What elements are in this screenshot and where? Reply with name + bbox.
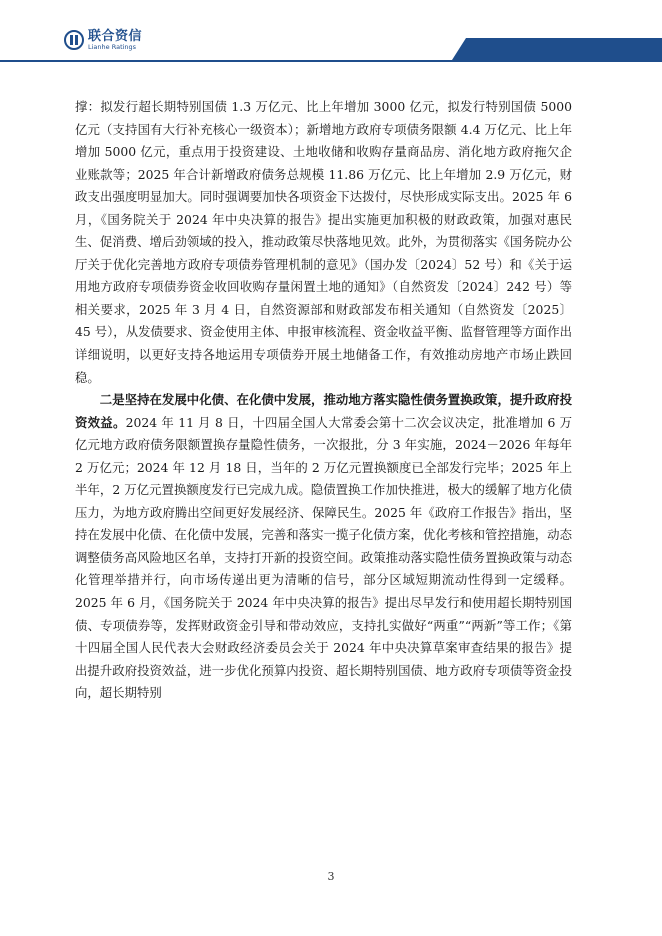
paragraph-lead-heading: 二是坚持在发展中化债、在化债中发展，推动地方落实隐性债务置换政策，提升政府投资效益。 — [75, 392, 572, 430]
paragraph-body-text: 2024 年 11 月 8 日，十四届全国人大常委会第十二次会议决定，批准增加 6 万亿元地方政府债务限额置换存量隐性债务，一次报批，分 3 年实施，2024－2026 年每年 2 万亿元；2024 年 12 月 18 日，当年的 2 万亿元置换额度已全部发行完毕；2025 年上半年，2 万亿元置换额度发行已完成九成。隐债置换工作加快推进，极大的缓解了地方化债压力，为地方政府腾出空间更好发展经济、保障民生。2025 年《政府工作报告》指出，坚持在发展中化债、在化债中发展，完善和落实一揽子化债方案，优化考核和管控措施，动态调整债务高风险地区名单，支持打开新的投资空间。政策推动落实隐性债务置换政策与动态化管理举措并行，向市场传递出更为清晰的信号，部分区域短期流动性得到一定缓释。2025 年 6 月，《国务院关于 2024 年中央决算的报告》提出尽早发行和使用超长期特别国债、专项债券等，发挥财政资金引导和带动效应，支持扎实做好“两重”“两新”等工作；《第十四届全国人民代表大会财政经济委员会关于 2024 年中央决算草案审查结果的报告》提出提升政府投资效益，进一步优化预算内投资、超长期特别国债、地方政府专项债等资金投向，超长期特别 — [75, 414, 573, 701]
lianhe-logo-icon — [64, 30, 84, 50]
website-url: www.lhratings.com — [511, 4, 616, 17]
lianhe-logo — [64, 30, 142, 51]
website-banner — [452, 38, 662, 60]
page-header — [0, 0, 662, 64]
paragraph-fiscal-policy: 撑：拟发行超长期特别国债 1.3 万亿元、比上年增加 3000 亿元，拟发行特别国债 5000 亿元（支持国有大行补充核心一级资本）；新增地方政府专项债务限额 4.4 万亿元、比上年增加 5000 亿元，重点用于投资建设、土地收储和收购存量商品房、消化地方政府拖欠企业账款等；2025 年合计新增政府债务总规模 11.86 万亿元、比上年增加 2.9 万亿元，财政支出强度明显加大。同时强调要加快各项资金下达拨付，尽快形成实际支出。2025 年 6 月，《国务院关于 2024 年中央决算的报告》提出实施更加积极的财政政策，加强对惠民生、促消费、增后劲领域的投入，推动政策尽快落地见效。此外，为贯彻落实《国务院办公厅关于优化完善地方政府专项债券管理机制的意见》（国办发〔2024〕52 号）和《关于运用地方政府专项债券资金收回收购存量闲置土地的通知》（自然资发〔2024〕242 号）等相关要求，2025 年 3 月 4 日，自然资源部和财政部发布相关通知（自然资发〔2025〕45 号），从发债要求、资金使用主体、申报审核流程、资金收益平衡、监督管理等方面作出详细说明，以更好支持各地运用专项债券开展土地储备工作，有效推动房地产市场止跌回稳。 — [75, 99, 572, 385]
page-number: 3 — [327, 870, 335, 883]
document-body — [75, 96, 572, 705]
logo-chinese-name: 联合资信 — [88, 29, 143, 44]
paragraph-debt-replacement — [75, 389, 572, 705]
logo-english-name: Lianhe Ratings — [88, 43, 137, 51]
header-divider — [0, 60, 662, 62]
